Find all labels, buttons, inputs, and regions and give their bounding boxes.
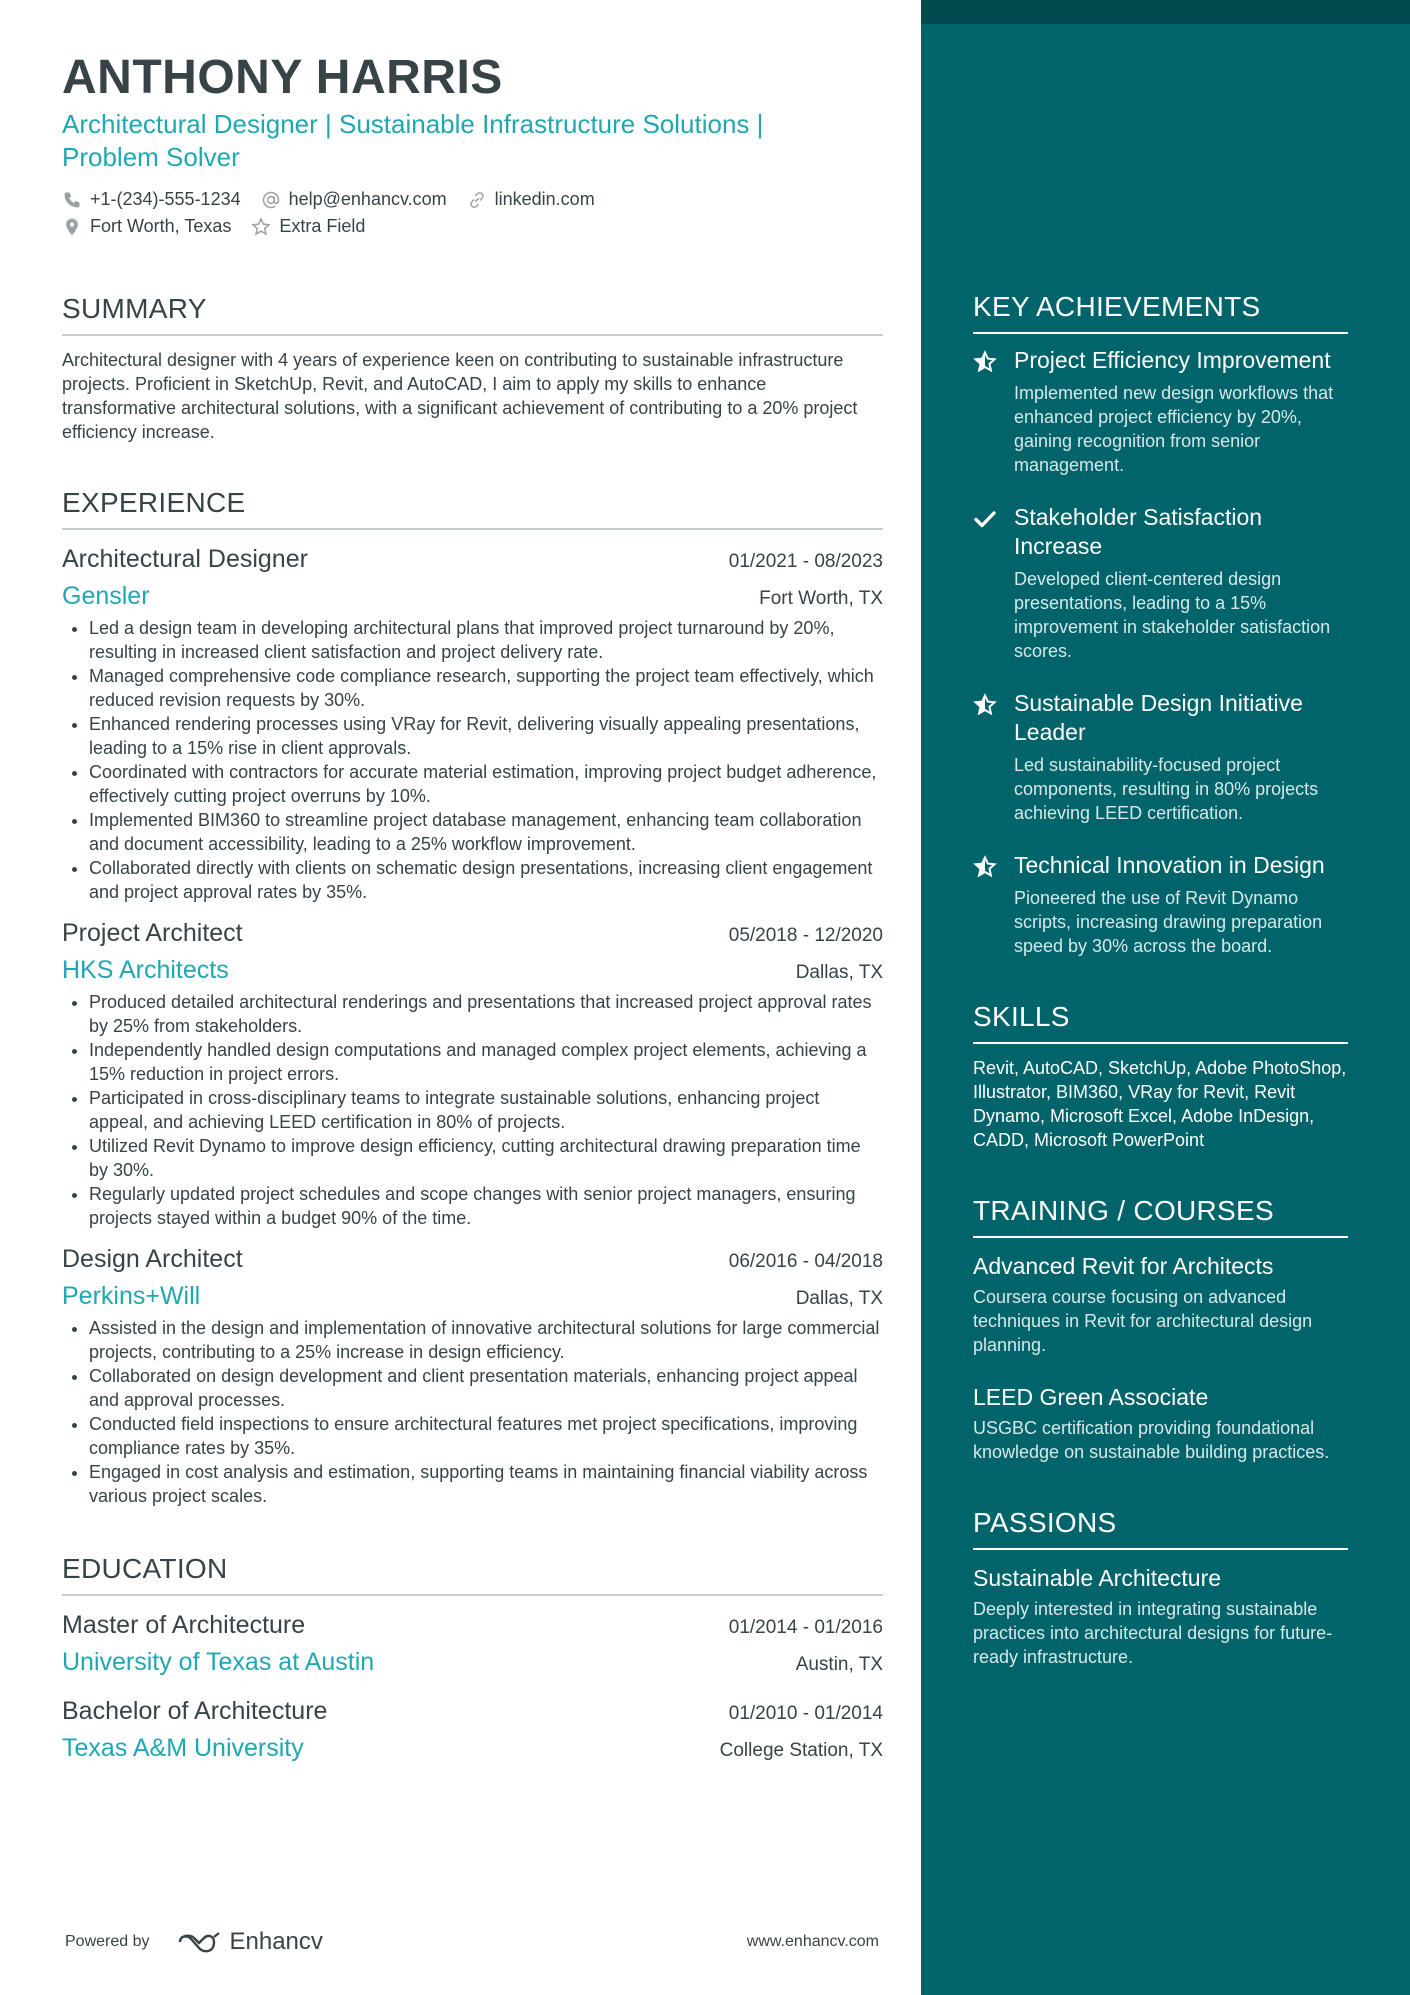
website-link[interactable]: www.enhancv.com [746, 1933, 879, 1950]
bullet-item: • Enhanced rendering processes using VRay for Revit, delivering visually appealing presentations, leading to a 15% rise in client approvals. [89, 712, 883, 760]
job-entry [62, 542, 883, 904]
company-name: Gensler [62, 582, 150, 610]
achievement-item [973, 689, 1348, 825]
contact-email[interactable] [261, 189, 447, 210]
contact-linkedin[interactable] [467, 189, 595, 210]
check-icon [973, 507, 997, 531]
education-heading: EDUCATION [62, 1552, 883, 1596]
summary-text: Architectural designer with 4 years of experience keen on contributing to sustainable infrastructure projects. Proficient in SketchUp, Revit, and AutoCAD, I aim to apply my skills to enhance transformative architectural solutions, with a significant achievement of contributing to a 20% project efficiency increase. [62, 350, 858, 442]
bullet-item: • Collaborated on design development and client presentation materials, enhancing project appeal and approval processes. [89, 1364, 883, 1412]
bullet-item: • Utilized Revit Dynamo to improve design efficiency, cutting architectural drawing preparation time by 30%. [89, 1134, 883, 1182]
job-bullets [62, 616, 883, 904]
brand-name: Enhancv [229, 1928, 323, 1955]
job-entry [62, 916, 883, 1230]
school-location: Austin, TX [795, 1654, 883, 1675]
sidebar [921, 0, 1410, 1995]
contact-info [62, 186, 883, 240]
bullet-item: • Coordinated with contractors for accurate material estimation, improving project budget adherence, effectively cutting project overruns by 10%. [89, 760, 883, 808]
achievement-title: Technical Innovation in Design [1014, 852, 1325, 878]
bullet-item: • Participated in cross-disciplinary teams to integrate sustainable solutions, enhancing project appeal, and achieving LEED certification in 80% of projects. [89, 1086, 883, 1134]
bullet-item: • Managed comprehensive code compliance research, supporting the project team effectively, which reduced revision requests by 30%. [89, 664, 883, 712]
degree-name: Master of Architecture [62, 1611, 306, 1639]
education-entry [62, 1608, 883, 1678]
star-icon [973, 693, 997, 717]
school-name: University of Texas at Austin [62, 1648, 375, 1676]
course-title: Advanced Revit for Architects [973, 1253, 1274, 1279]
achievement-description: Implemented new design workflows that enhanced project efficiency by 20%, gaining recognition from senior management. [1014, 383, 1334, 475]
powered-by-label: Powered by [65, 1933, 150, 1950]
star-icon [973, 855, 997, 879]
job-location: Dallas, TX [795, 962, 883, 983]
course-item [973, 1252, 1348, 1357]
phone-text: +1-(234)-555-1234 [90, 189, 241, 209]
training-section [973, 1194, 1348, 1464]
bullet-item: • Regularly updated project schedules and scope changes with senior project managers, ensuring projects stayed within a budget 90% of the time. [89, 1182, 883, 1230]
achievement-title: Stakeholder Satisfaction Increase [1014, 504, 1263, 559]
location-text: Fort Worth, Texas [90, 216, 232, 236]
job-dates: 01/2021 - 08/2023 [728, 551, 883, 572]
education-dates: 01/2014 - 01/2016 [728, 1617, 883, 1638]
education-dates: 01/2010 - 01/2014 [728, 1703, 883, 1724]
candidate-headline: Architectural Designer | Sustainable Infrastructure Solutions | Problem Solver [62, 109, 764, 172]
job-title: Project Architect [62, 919, 243, 947]
summary-section [62, 292, 883, 444]
achievement-title: Sustainable Design Initiative Leader [1014, 690, 1303, 745]
star-icon [973, 350, 997, 374]
skills-heading: SKILLS [973, 1000, 1348, 1044]
email-text: help@enhancv.com [288, 189, 447, 209]
enhancv-logo[interactable] [176, 1928, 323, 1956]
achievement-description: Pioneered the use of Revit Dynamo scripts, increasing drawing preparation speed by 30% across the board. [1014, 888, 1323, 956]
footer [65, 1928, 879, 1956]
contact-extra [251, 216, 365, 237]
education-entry [62, 1694, 883, 1764]
job-dates: 06/2016 - 04/2018 [728, 1251, 883, 1272]
bullet-item: • Independently handled design computations and managed complex project elements, achieving a 15% reduction in project errors. [89, 1038, 883, 1086]
contact-phone[interactable] [62, 189, 241, 210]
infinity-logo-icon [176, 1929, 222, 1955]
achievement-title: Project Efficiency Improvement [1014, 347, 1331, 373]
passion-title: Sustainable Architecture [973, 1565, 1222, 1591]
job-location: Dallas, TX [795, 1288, 883, 1309]
extra-field-text: Extra Field [279, 216, 366, 236]
company-name: HKS Architects [62, 956, 229, 984]
passions-heading: PASSIONS [973, 1506, 1348, 1550]
contact-location [62, 216, 231, 237]
achievement-description: Developed client-centered design presentations, leading to a 15% improvement in stakeholder satisfaction scores. [1014, 569, 1331, 661]
bullet-item: • Led a design team in developing architectural plans that improved project turnaround by 20%, resulting in increased client satisfaction and project delivery rate. [89, 616, 883, 664]
job-entry [62, 1242, 883, 1508]
course-title: LEED Green Associate [973, 1384, 1209, 1410]
location-pin-icon [62, 217, 82, 237]
job-dates: 05/2018 - 12/2020 [728, 925, 883, 946]
linkedin-text: linkedin.com [494, 189, 595, 209]
skills-section [973, 1000, 1348, 1152]
degree-name: Bachelor of Architecture [62, 1697, 328, 1725]
experience-section [62, 486, 883, 1508]
bullet-item: • Collaborated directly with clients on schematic design presentations, increasing client engagement and project approval rates by 35%. [89, 856, 883, 904]
training-heading: TRAINING / COURSES [973, 1194, 1348, 1238]
passions-section [973, 1506, 1348, 1669]
phone-icon [62, 190, 82, 210]
job-bullets [62, 1316, 883, 1508]
bullet-item: • Assisted in the design and implementation of innovative architectural solutions for large commercial projects, contributing to a 25% increase in design efficiency. [89, 1316, 883, 1364]
achievements-section [973, 290, 1348, 958]
education-section [62, 1552, 883, 1764]
sidebar-top-band [921, 0, 1410, 24]
summary-heading: SUMMARY [62, 292, 883, 336]
achievement-description: Led sustainability-focused project components, resulting in 80% projects achieving LEED certification. [1014, 755, 1319, 823]
school-location: College Station, TX [719, 1740, 883, 1761]
job-bullets [62, 990, 883, 1230]
star-outline-icon [251, 217, 271, 237]
bullet-item: • Engaged in cost analysis and estimation, supporting teams in maintaining financial viability across various project scales. [89, 1460, 883, 1508]
achievement-item [973, 851, 1348, 958]
link-icon [467, 190, 487, 210]
candidate-name: ANTHONY HARRIS [62, 51, 503, 104]
course-description: USGBC certification providing foundational knowledge on sustainable building practices. [973, 1418, 1330, 1462]
achievement-item [973, 346, 1348, 477]
job-title: Design Architect [62, 1245, 243, 1273]
at-icon [261, 190, 281, 210]
passion-description: Deeply interested in integrating sustainable practices into architectural designs for future-ready infrastructure. [973, 1599, 1333, 1667]
job-title: Architectural Designer [62, 545, 308, 573]
experience-heading: EXPERIENCE [62, 486, 883, 530]
bullet-item: • Implemented BIM360 to streamline project database management, enhancing team collaboration and document accessibility, leading to a 25% workflow improvement. [89, 808, 883, 856]
school-name: Texas A&M University [62, 1734, 304, 1762]
achievement-item [973, 503, 1348, 663]
course-description: Coursera course focusing on advanced techniques in Revit for architectural design planning. [973, 1287, 1313, 1355]
passion-item [973, 1564, 1348, 1669]
bullet-item: • Produced detailed architectural renderings and presentations that increased project approval rates by 25% from stakeholders. [89, 990, 883, 1038]
company-name: Perkins+Will [62, 1282, 201, 1310]
job-location: Fort Worth, TX [759, 588, 883, 609]
skills-list: Revit, AutoCAD, SketchUp, Adobe PhotoShop, Illustrator, BIM360, VRay for Revit, Revit Dynamo, Microsoft Excel, Adobe InDesign, CADD, Microsoft PowerPoint [973, 1058, 1347, 1150]
achievements-heading: KEY ACHIEVEMENTS [973, 290, 1348, 334]
bullet-item: • Conducted field inspections to ensure architectural features met project specifications, improving compliance rates by 35%. [89, 1412, 883, 1460]
course-item [973, 1383, 1348, 1464]
